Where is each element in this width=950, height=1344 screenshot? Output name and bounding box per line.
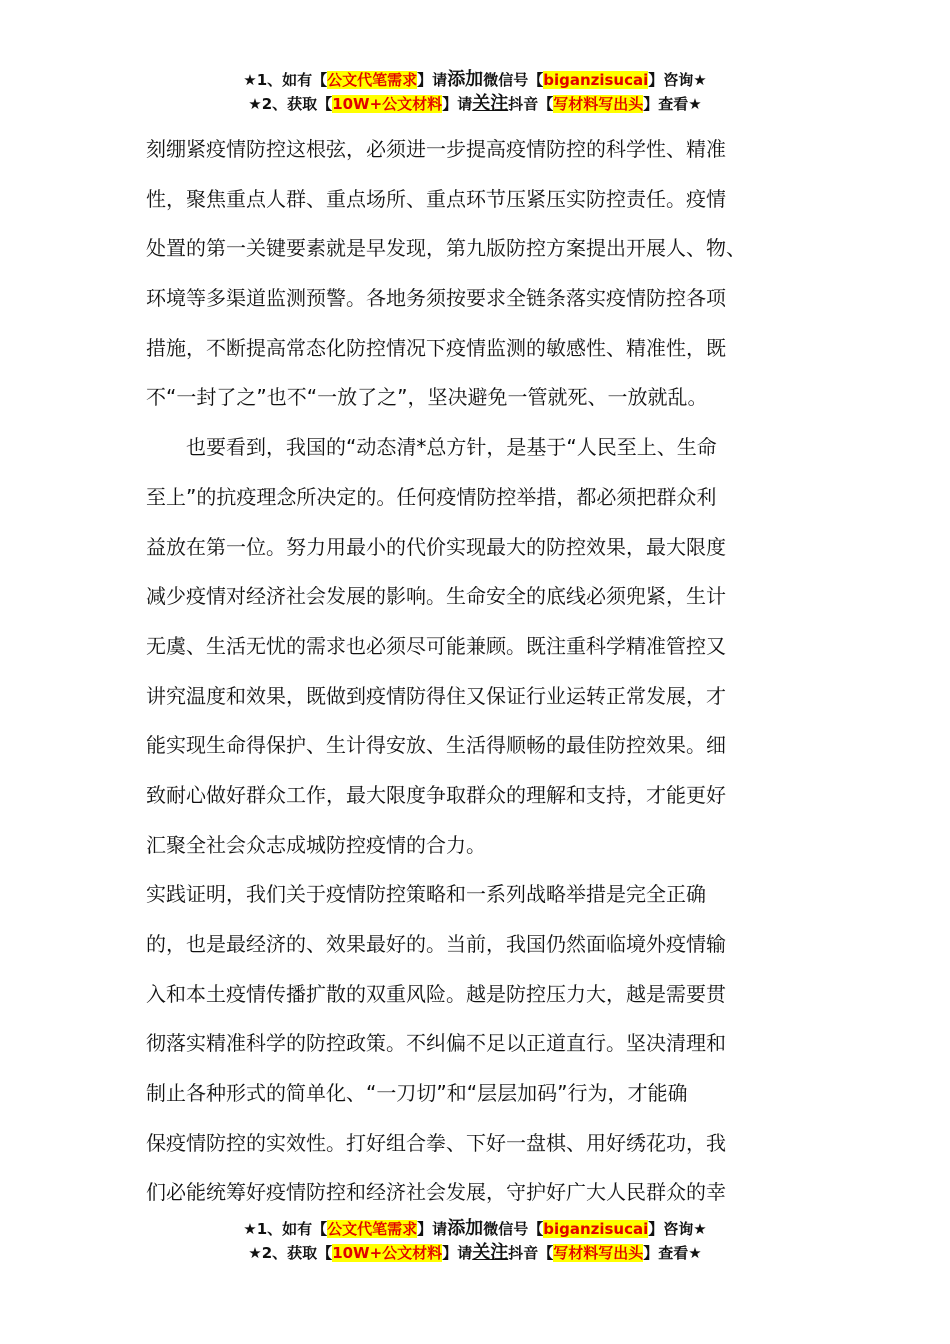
header-banner	[0, 68, 950, 116]
banner-emphasis: 添加	[447, 1218, 484, 1239]
banner-line-1	[0, 1217, 950, 1241]
text-line: 无虞、生活无忧的需求也必须尽可能兼顾。既注重科学精准管控又	[146, 633, 726, 658]
banner-text: 】请	[442, 95, 473, 113]
banner-text: 】请	[417, 1220, 448, 1238]
banner-text: ★1、如有【	[243, 1220, 328, 1238]
text-line: 汇聚全社会众志成城防控疫情的合力。	[146, 832, 486, 857]
banner-text: 微信号【	[483, 1220, 544, 1238]
banner-highlight: 10W+公文材料	[332, 1244, 443, 1262]
banner-line-2	[0, 1241, 950, 1265]
banner-text: 】查看★	[643, 95, 702, 113]
banner-highlight: 10W+公文材料	[332, 95, 443, 113]
banner-line-2	[0, 92, 950, 116]
text-line: 能实现生命得保护、生计得安放、生活得顺畅的最佳防控效果。细	[146, 733, 726, 758]
text-line: 制止各种形式的简单化、“一刀切”和“层层加码”行为，才能确	[146, 1081, 688, 1106]
banner-text: ★2、获取【	[248, 1244, 333, 1262]
text-line: 环境等多渠道监测预警。各地务须按要求全链条落实疫情防控各项	[146, 286, 726, 311]
text-line: 保疫情防控的实效性。打好组合拳、下好一盘棋、用好绣花功，我	[146, 1130, 726, 1155]
text-line: 讲究温度和效果，既做到疫情防得住又保证行业运转正常发展，才	[146, 683, 726, 708]
text-line: 也要看到，我国的“动态清*总方针，是基于“人民至上、生命	[186, 435, 717, 460]
banner-emphasis: 添加	[447, 69, 484, 90]
text-line: 入和本土疫情传播扩散的双重风险。越是防控压力大，越是需要贯	[146, 981, 726, 1006]
banner-highlight: 公文代笔需求	[327, 71, 418, 89]
text-line: 益放在第一位。努力用最小的代价实现最大的防控效果，最大限度	[146, 534, 726, 559]
banner-emphasis: 关注	[472, 1242, 509, 1263]
banner-text: 抖音【	[508, 95, 554, 113]
banner-highlight: 写材料写出头	[553, 1244, 644, 1262]
text-line: 不“一封了之”也不“一放了之”，坚决避免一管就死、一放就乱。	[146, 385, 708, 410]
banner-highlight: biganzisucai	[543, 1220, 649, 1238]
text-line: 性，聚焦重点人群、重点场所、重点环节压紧压实防控责任。疫情	[146, 186, 726, 211]
banner-line-1	[0, 68, 950, 92]
banner-text: 抖音【	[508, 1244, 554, 1262]
banner-text: ★1、如有【	[243, 71, 328, 89]
text-line: 处置的第一关键要素就是早发现，第九版防控方案提出开展人、物、	[146, 236, 746, 261]
banner-text: ★2、获取【	[248, 95, 333, 113]
banner-highlight: 公文代笔需求	[327, 1220, 418, 1238]
text-line: 们必能统筹好疫情防控和经济社会发展，守护好广大人民群众的幸	[146, 1180, 726, 1205]
text-line: 至上”的抗疫理念所决定的。任何疫情防控举措，都必须把群众利	[146, 484, 717, 509]
text-line: 刻绷紧疫情防控这根弦，必须进一步提高疫情防控的科学性、精准	[146, 137, 726, 161]
text-line: 措施，不断提高常态化防控情况下疫情监测的敏感性、精准性，既	[146, 335, 726, 360]
banner-text: 微信号【	[483, 71, 544, 89]
banner-text: 】请	[442, 1244, 473, 1262]
text-line: 致耐心做好群众工作，最大限度争取群众的理解和支持，才能更好	[146, 782, 726, 807]
text-line: 实践证明，我们关于疫情防控策略和一系列战略举措是完全正确	[146, 882, 706, 907]
text-line: 减少疫情对经济社会发展的影响。生命安全的底线必须兜紧，生计	[146, 584, 726, 609]
banner-text: 】查看★	[643, 1244, 702, 1262]
banner-text: 】咨询★	[648, 1220, 707, 1238]
footer-banner	[0, 1217, 950, 1265]
banner-highlight: 写材料写出头	[553, 95, 644, 113]
document-body	[146, 125, 816, 1218]
banner-emphasis: 关注	[472, 93, 509, 114]
banner-text: 】请	[417, 71, 448, 89]
banner-highlight: biganzisucai	[543, 71, 649, 89]
text-line: 彻落实精准科学的防控政策。不纠偏不足以正道直行。坚决清理和	[146, 1031, 726, 1056]
text-line: 的，也是最经济的、效果最好的。当前，我国仍然面临境外疫情输	[146, 932, 726, 956]
banner-text: 】咨询★	[648, 71, 707, 89]
